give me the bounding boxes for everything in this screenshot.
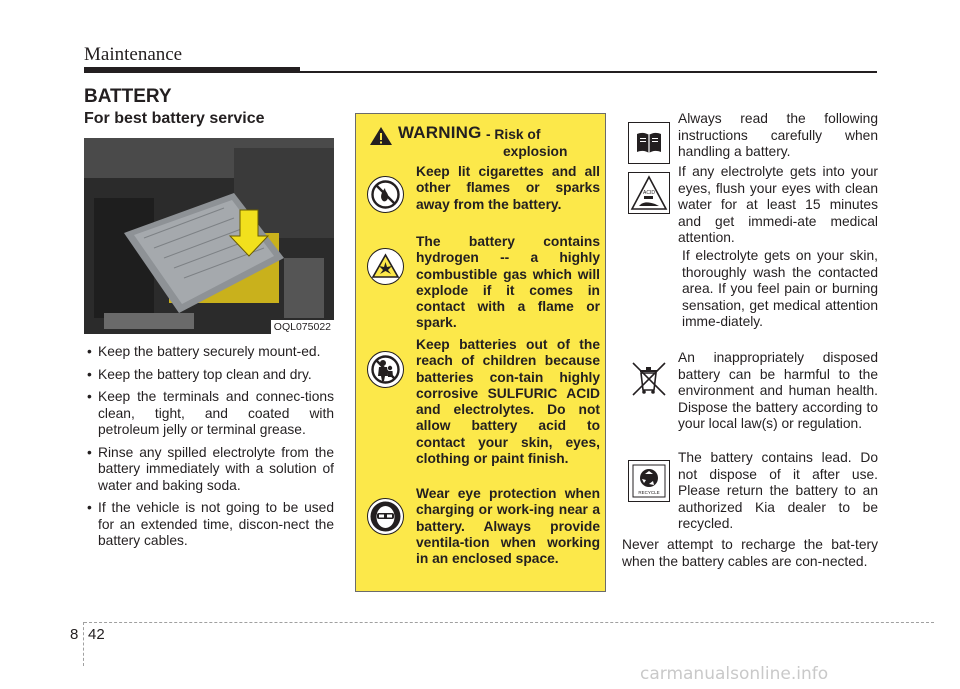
engine-bay-illustration xyxy=(84,138,334,334)
header-rule-thin xyxy=(300,71,877,73)
no-flame-icon xyxy=(367,176,404,213)
recycle-icon-label: RECYCLE xyxy=(638,490,660,495)
warning-label: WARNING xyxy=(398,123,482,142)
best-service-bullets xyxy=(84,344,334,550)
warning-item-text: The battery contains hydrogen -- a highly combustible gas which will explode if it comes in contact with a flame or spark. xyxy=(416,234,600,331)
eye-electrolyte-text: If any electrolyte gets into your eyes, flush your eyes with clean water for at least 15 minutes and get immedi-ate medical attention. xyxy=(678,164,878,245)
recycle-text: The battery contains lead. Do not dispose of it after use. Please return the battery to an authorized Kia dealer to be recycled. xyxy=(678,450,878,531)
warning-triangle-icon xyxy=(369,126,393,146)
photo-code: OQL075022 xyxy=(271,320,334,334)
recycle-icon xyxy=(628,460,670,502)
list-item: • Keep the battery top clean and dry. xyxy=(84,367,334,384)
recharge-warning-text: Never attempt to recharge the bat-tery when the battery cables are con-nected. xyxy=(622,537,878,569)
eye-protection-icon xyxy=(367,498,404,535)
footer-divider xyxy=(83,622,84,666)
list-item: • Keep the terminals and connec-tions clean, tight, and coated with petroleum jelly or terminal grease. xyxy=(84,389,334,439)
header-title: Maintenance xyxy=(84,44,183,65)
engine-bay-photo xyxy=(84,138,334,334)
warning-item-text: Keep batteries out of the reach of children because batteries con-tain highly corrosive SULFURIC ACID and electrolytes. Do not allow battery acid to contact your skin, eyes, clothing or paint finish. xyxy=(416,337,600,467)
manual-book-icon xyxy=(628,122,670,164)
warning-subtitle-2: explosion xyxy=(503,144,568,159)
no-trash-bin-icon xyxy=(628,358,670,400)
list-item: • If the vehicle is not going to be used for an extended time, discon-nect the battery cables. xyxy=(84,500,334,550)
page-number: 42 xyxy=(88,626,105,643)
header-rule-thick xyxy=(84,67,300,73)
warning-item-text: Wear eye protection when charging or work-ing near a battery. Always provide ventila-tion when working in an enclosed space. xyxy=(416,486,600,567)
acid-burn-icon xyxy=(628,172,670,214)
list-item: • Rinse any spilled electrolyte from the battery immediately with a solution of water and baking soda. xyxy=(84,445,334,495)
read-instructions-text: Always read the following instructions carefully when handling a battery. xyxy=(678,111,878,159)
disposal-text: An inappropriately disposed battery can be harmful to the environment and human health. Dispose the battery according to your local law(s) or regulation. xyxy=(678,350,878,431)
skin-electrolyte-text: If electrolyte gets on your skin, thoroughly wash the contacted area. If you feel pain or burning sensation, get medical attention imme-diately. xyxy=(682,248,878,329)
site-watermark: carmanualsonline.info xyxy=(640,664,829,684)
section-title: BATTERY xyxy=(84,86,172,107)
chapter-number: 8 xyxy=(70,626,79,643)
footer-rule xyxy=(84,622,934,623)
explosion-icon xyxy=(367,248,404,285)
acid-icon-label: ACID xyxy=(643,190,655,196)
best-service-heading: For best battery service xyxy=(84,110,265,127)
warning-subtitle: - Risk of xyxy=(486,127,541,142)
warning-item-text: Keep lit cigarettes and all other flames or sparks away from the battery. xyxy=(416,164,600,212)
list-item: • Keep the battery securely mount-ed. xyxy=(84,344,334,361)
best-service-column xyxy=(84,110,334,556)
keep-away-children-icon xyxy=(367,351,404,388)
warning-box xyxy=(355,113,606,592)
